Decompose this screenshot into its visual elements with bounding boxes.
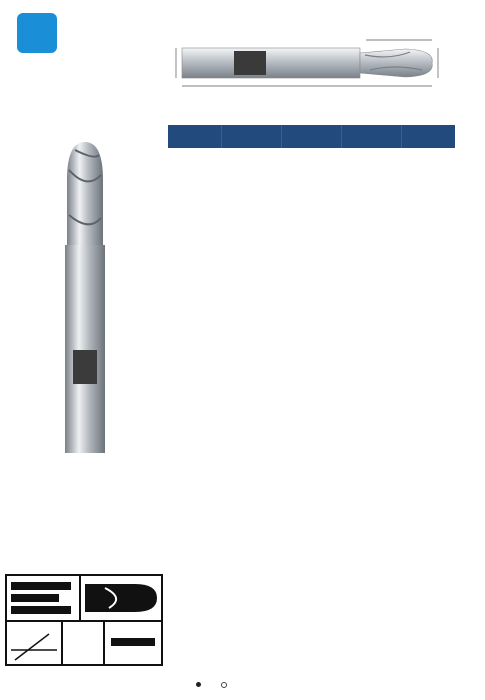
material-p-badge xyxy=(17,13,57,53)
ball-end-mill-image xyxy=(55,140,115,455)
header-code xyxy=(168,125,222,148)
tool-dimension-diagram xyxy=(160,20,460,110)
header-flute-length xyxy=(282,125,342,148)
header-overall-length xyxy=(341,125,401,148)
speed-legend xyxy=(190,680,245,689)
ball-end-icon xyxy=(85,584,157,612)
legend-optimal xyxy=(196,680,213,689)
legend-alternative xyxy=(221,680,239,689)
table-header-row xyxy=(168,125,455,148)
alternative-circle-icon xyxy=(221,682,227,688)
header-shank xyxy=(401,125,455,148)
tool-icons-panel xyxy=(5,574,163,666)
spec-table xyxy=(168,125,455,148)
materials-speed-grid xyxy=(170,584,456,670)
optimal-dot-icon xyxy=(196,682,201,687)
tolerance-icon xyxy=(111,638,155,646)
header-cutting-diameter xyxy=(222,125,282,148)
